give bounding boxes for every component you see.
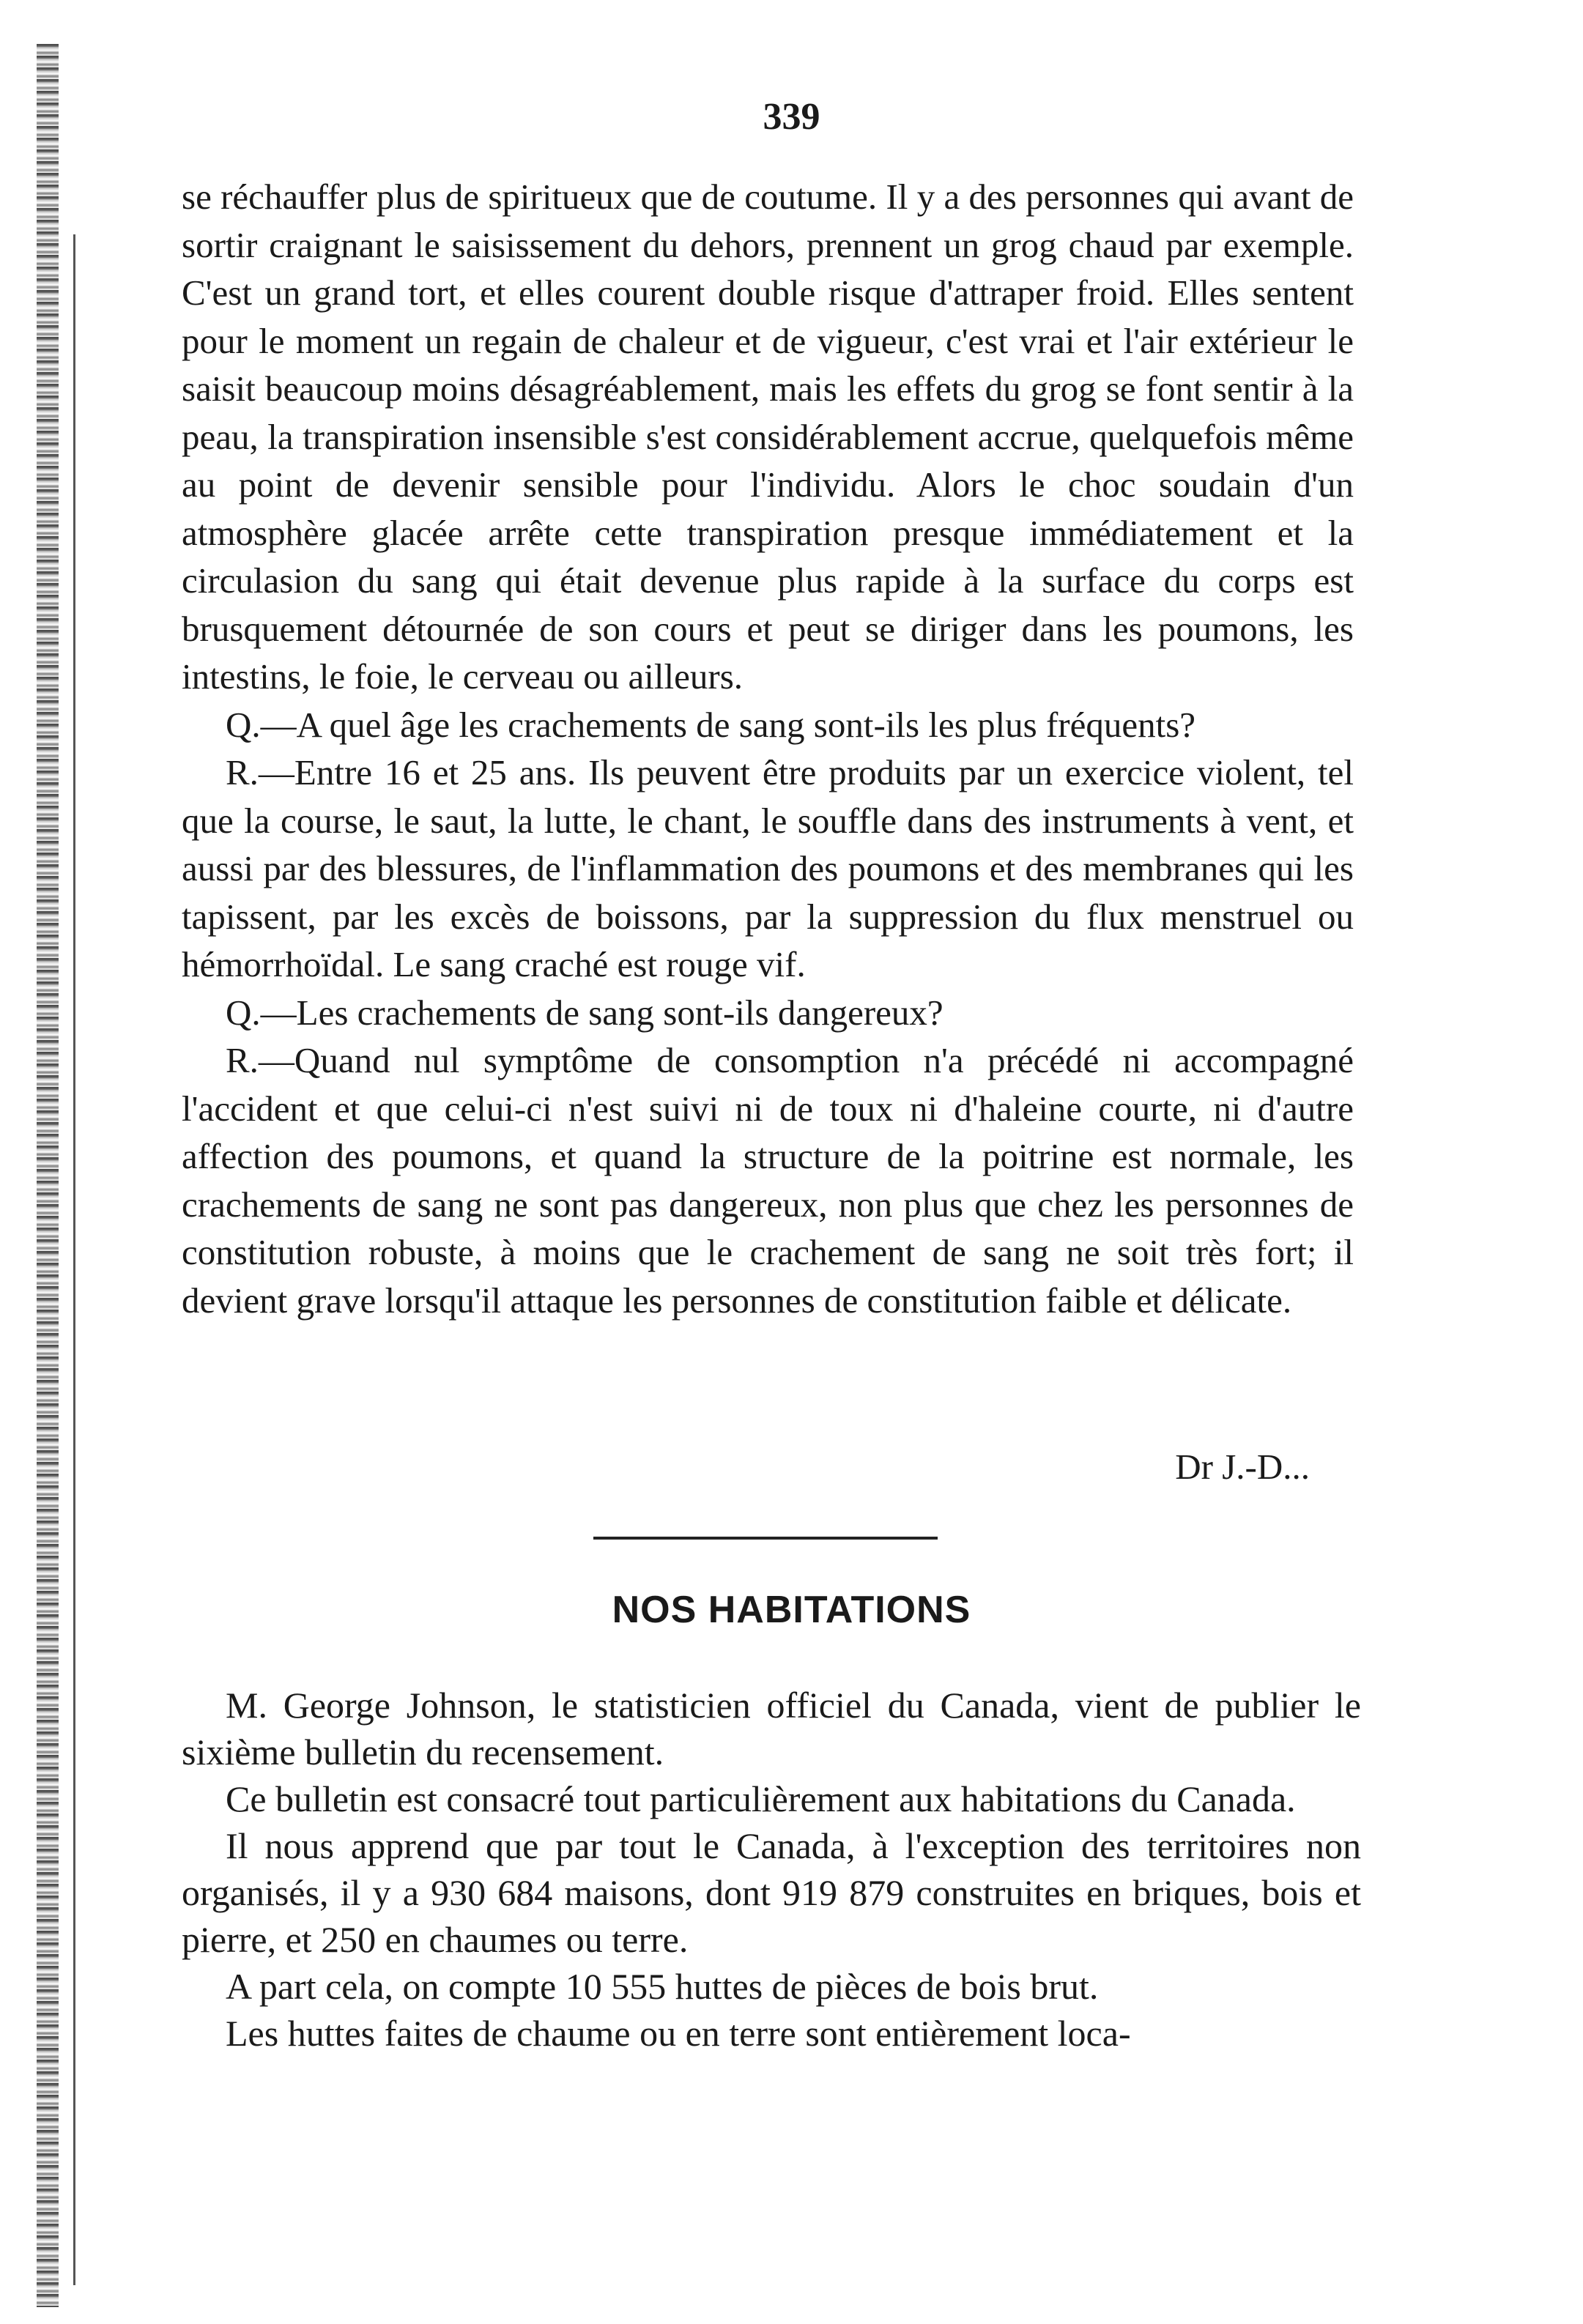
section-body xyxy=(182,1682,1361,2057)
author-signature: Dr J.-D... xyxy=(1175,1447,1310,1487)
paragraph-cold: se réchauffer plus de spiritueux que de coutume. Il y a des personnes qui avant de sortir craignant le saisissement du dehors, prennent un grog chaud par exemple. C'est un grand tort, et elles courent double risque d'attraper froid. Elles sentent pour le moment un regain de chaleur et de vigueur, c'est vrai et l'air extérieur le saisit beaucoup moins désagréablement, mais les effets du grog se font sentir à la peau, la transpiration insensible s'est considérablement accrue, quelquefois même au point de devenir sensible pour l'individu. Alors le choc soudain d'un atmosphère glacée arrête cette transpiration presque immédiatement et la circulasion du sang qui était devenue plus rapide à la surface du corps est brusquement détournée de son cours et peut se diriger dans les poumons, les intestins, le foie, le cerveau ou ailleurs. xyxy=(182,177,1354,697)
section-paragraph: A part cela, on compte 10 555 huttes de pièces de bois brut. xyxy=(226,1966,1099,2007)
section-paragraph: Les huttes faites de chaume ou en terre sont entièrement loca- xyxy=(226,2013,1131,2054)
section-divider xyxy=(593,1537,938,1540)
section-paragraph: M. George Johnson, le statisticien officiel du Canada, vient de publier le sixième bulletin du recensement. xyxy=(182,1685,1361,1772)
binding-edge xyxy=(37,44,59,2307)
answer-danger: R.—Quand nul symptôme de consomption n'a précédé ni accompagné l'accident et que celui-ci n'est suivi ni de toux ni d'haleine courte, ni d'autre affection des poumons, et quand la structure de la poitrine est normale, les crachements de sang ne sont pas dangereux, non plus que chez les personnes de constitution robuste, à moins que le crachement de sang ne soit très fort; il devient grave lorsqu'il attaque les personnes de constitution faible et délicate. xyxy=(182,1040,1354,1321)
section-paragraph: Ce bulletin est consacré tout particulièrement aux habitations du Canada. xyxy=(226,1778,1296,1819)
answer-age: R.—Entre 16 et 25 ans. Ils peuvent être produits par un exercice violent, tel que la course, le saut, la lutte, le chant, le souffle dans des instruments à vent, et aussi par des blessures, de l'inflammation des poumons et des membranes qui les tapissent, par les excès de boissons, par la suppression du flux menstruel ou hémorrhoïdal. Le sang craché est rouge vif. xyxy=(182,752,1354,984)
page-number: 339 xyxy=(763,96,820,138)
section-paragraph: Il nous apprend que par tout le Canada, à l'exception des territoires non organisés, il y a 930 684 maisons, dont 919 879 construites en briques, bois et pierre, et 250 en chaumes ou terre. xyxy=(182,1825,1361,1960)
question-age: Q.—A quel âge les crachements de sang sont-ils les plus fréquents? xyxy=(226,704,1196,745)
section-title: NOS HABITATIONS xyxy=(612,1589,971,1631)
binding-line xyxy=(73,234,75,2285)
question-danger: Q.—Les crachements de sang sont-ils dangereux? xyxy=(226,992,944,1033)
article-body xyxy=(182,173,1354,1324)
